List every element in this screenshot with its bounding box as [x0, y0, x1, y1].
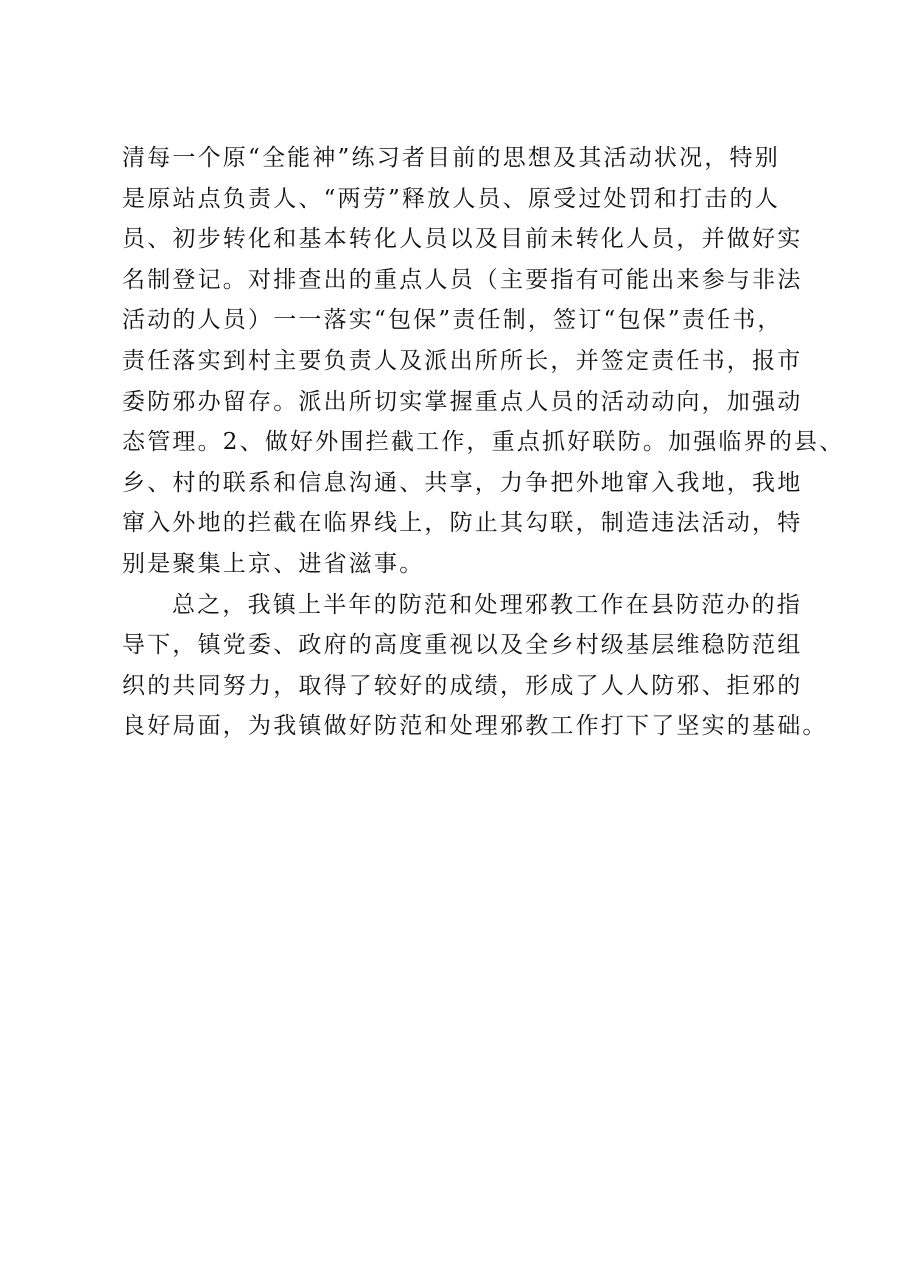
paragraph-1-line-6: 责任落实到村主要负责人及派出所所长，并签定责任书，报市	[122, 347, 803, 374]
paragraph-1-line-5: 活动的人员）一一落实“包保”责任制，签订“包保”责任书，	[122, 307, 783, 334]
paragraph-1-line-10: 窜入外地的拦截在临界线上，防止其勾联，制造违法活动，特	[122, 510, 803, 537]
paragraph-2-line-1: 总之，我镇上半年的防范和处理邪教工作在县防范办的指	[172, 591, 802, 618]
document-body	[122, 138, 845, 747]
paragraph-2-line-2: 导下，镇党委、政府的高度重视以及全乡村级基层维稳防范组	[122, 632, 803, 659]
paragraph-1-line-1: 清每一个原“全能神”练习者目前的思想及其活动状况，特别	[122, 145, 780, 171]
paragraph-1-line-9: 乡、村的联系和信息沟通、共享，力争把外地窜入我地，我地	[122, 469, 803, 496]
paragraph-1-line-2: 是原站点负责人、“两劳”释放人员、原受过处罚和打击的人	[122, 185, 780, 212]
paragraph-1	[122, 138, 845, 585]
paragraph-1-line-3: 员、初步转化和基本转化人员以及目前未转化人员，并做好实	[122, 226, 803, 253]
paragraph-1-line-11: 别是聚集上京、进省滋事。	[122, 550, 425, 577]
paragraph-1-line-8: 态管理。2、做好外围拦截工作，重点抓好联防。加强临界的县、	[122, 429, 845, 456]
paragraph-1-line-7: 委防邪办留存。派出所切实掌握重点人员的活动动向，加强动	[122, 388, 803, 415]
paragraph-2-line-4: 良好局面，为我镇做好防范和处理邪教工作打下了坚实的基础。	[122, 713, 828, 740]
paragraph-2	[122, 585, 828, 747]
paragraph-1-line-4: 名制登记。对排查出的重点人员（主要指有可能出来参与非法	[122, 266, 803, 293]
paragraph-2-line-3: 织的共同努力，取得了较好的成绩，形成了人人防邪、拒邪的	[122, 672, 803, 699]
